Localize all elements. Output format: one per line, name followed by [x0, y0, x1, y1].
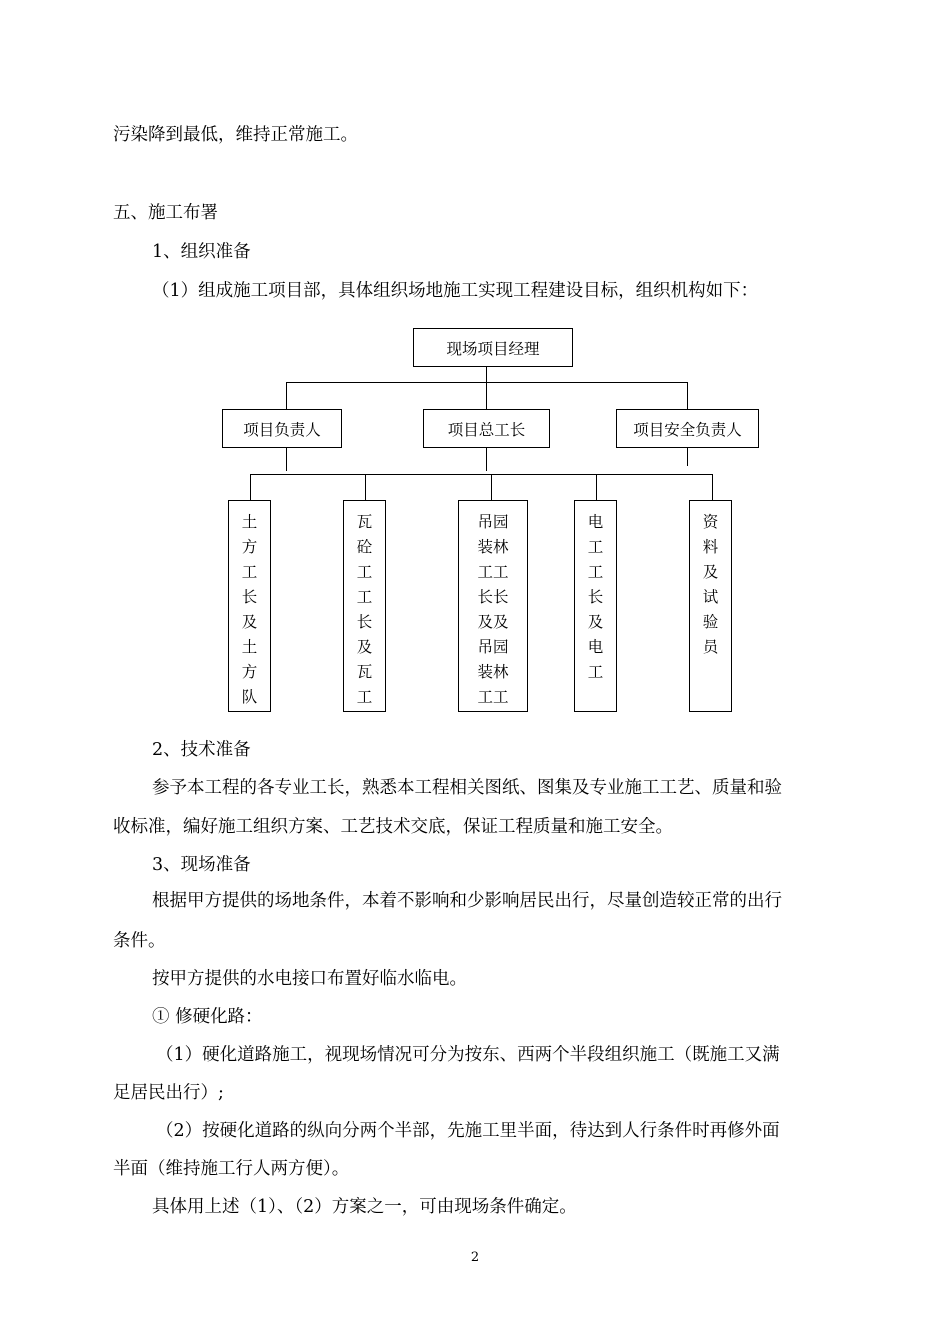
org-connector [365, 474, 366, 500]
page-number: 2 [470, 1250, 480, 1265]
org-connector [687, 448, 688, 466]
org-mid-box-2: 项目总工长 [423, 409, 550, 448]
subsection-2-paragraph-line: 收标准，编好施工组织方案、工艺技术交底，保证工程质量和施工安全。 [113, 817, 673, 837]
org-connector [250, 474, 251, 500]
org-bottom-box-2: 瓦 砼 工 工 长 及 瓦 工 [343, 500, 386, 712]
org-connector [486, 367, 487, 383]
org-connector [250, 474, 712, 475]
org-connector [286, 382, 287, 409]
road-conclusion: 具体用上述（1）、（2）方案之一，可由现场条件确定。 [152, 1197, 577, 1217]
road-option-1-line: （1）硬化道路施工，视现场情况可分为按东、西两个半段组织施工（既施工又满 [156, 1045, 780, 1065]
org-mid-box-3: 项目安全负责人 [616, 409, 759, 448]
org-top-box: 现场项目经理 [413, 328, 573, 367]
org-connector [687, 382, 688, 409]
org-connector [286, 448, 287, 471]
subsection-1-heading: 1、组织准备 [152, 242, 251, 262]
subsection-3-paragraph-2: 按甲方提供的水电接口布置好临水临电。 [152, 969, 467, 989]
subsection-2-heading: 2、技术准备 [152, 740, 251, 760]
org-bottom-box-3: 吊园 装林 工工 长长 及及 吊园 装林 工工 [458, 500, 528, 712]
subsection-3-paragraph-line: 条件。 [113, 931, 166, 951]
intro-paragraph-end: 污染降到最低，维持正常施工。 [113, 125, 358, 145]
org-connector [486, 382, 487, 409]
subsection-2-paragraph-line: 参予本工程的各专业工长，熟悉本工程相关图纸、图集及专业施工工艺、质量和验 [152, 778, 782, 798]
org-connector [596, 474, 597, 500]
subsection-3-paragraph-line: 根据甲方提供的场地条件，本着不影响和少影响居民出行，尽量创造较正常的出行 [152, 891, 782, 911]
road-heading: ① 修硬化路： [152, 1007, 263, 1027]
road-option-2-line: 半面（维持施工行人两方便）。 [113, 1159, 350, 1179]
org-connector [491, 474, 492, 500]
org-bottom-box-4: 电 工 工 长 及 电 工 [574, 500, 617, 712]
road-option-2-line: （2）按硬化道路的纵向分两个半部，先施工里半面，待达到人行条件时再修外面 [156, 1121, 780, 1141]
org-bottom-box-5: 资 料 及 试 验 员 [689, 500, 732, 712]
org-bottom-box-1: 土 方 工 长 及 土 方 队 [228, 500, 271, 712]
subsection-3-heading: 3、现场准备 [152, 855, 251, 875]
road-option-1-line: 足居民出行）; [113, 1083, 224, 1103]
org-mid-box-1: 项目负责人 [222, 409, 342, 448]
org-connector [712, 474, 713, 500]
subsection-1-item-1: （1）组成施工项目部，具体组织场地施工实现工程建设目标，组织机构如下： [152, 281, 759, 301]
org-connector [486, 448, 487, 471]
section-5-heading: 五、施工布署 [113, 203, 218, 223]
